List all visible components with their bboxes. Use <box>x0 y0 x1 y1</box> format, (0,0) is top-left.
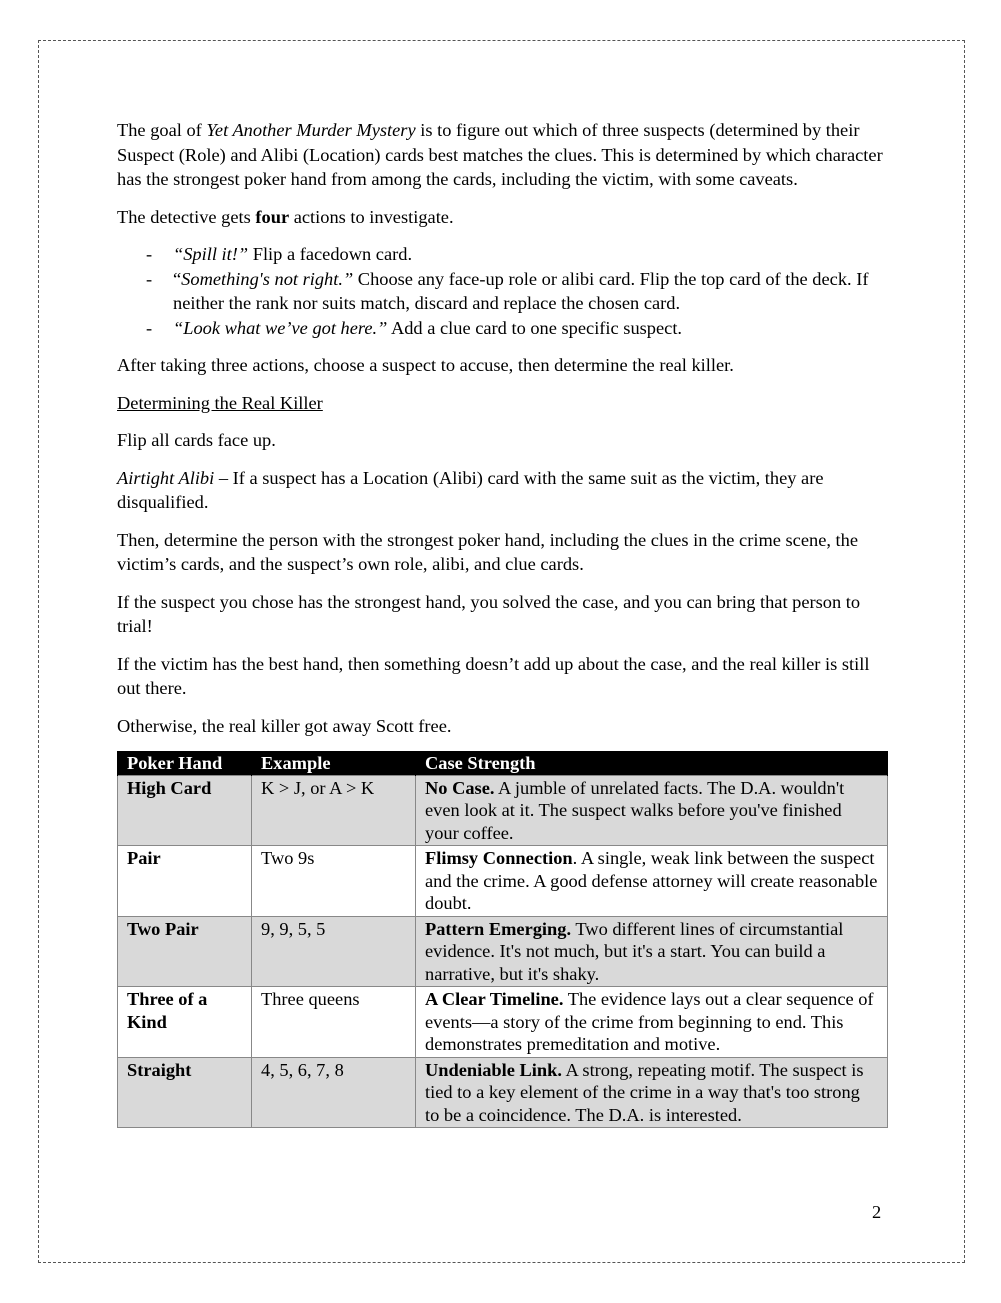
example-cell: Two 9s <box>252 846 416 917</box>
page-number: 2 <box>872 1202 882 1222</box>
strength-cell <box>416 916 888 987</box>
header-case-strength: Case Strength <box>416 751 888 775</box>
after-actions-paragraph: After taking three actions, choose a suspect to accuse, then determine the real killer. <box>117 355 734 375</box>
actions-intro-text-rest: actions to investigate. <box>289 206 454 227</box>
header-poker-hand: Poker Hand <box>118 751 252 775</box>
strength-cell <box>416 1057 888 1128</box>
actions-intro-text: The detective gets <box>117 206 256 227</box>
action-quote: Something's not right.” <box>181 268 354 289</box>
action-list <box>117 242 888 340</box>
strength-cell <box>416 846 888 917</box>
strength-title: A Clear Timeline. <box>425 989 564 1009</box>
victim-paragraph: If the victim has the best hand, then something doesn’t add up about the case, and the real killer is still out there. <box>117 653 870 698</box>
airtight-term: Airtight Alibi <box>117 467 215 488</box>
strength-text: A jumble of unrelated facts. The D.A. wouldn't even look at it. The suspect walks before you've finished your coffee. <box>425 777 845 843</box>
airtight-paragraph <box>117 466 888 515</box>
hand-cell: Three of a Kind <box>118 987 252 1058</box>
table-row <box>118 775 888 846</box>
action-text: Flip a facedown card. <box>248 244 413 264</box>
airtight-text: – If a suspect has a Location (Alibi) card with the same suit as the victim, they are disqualified. <box>117 467 824 512</box>
action-text: Add a clue card to one specific suspect. <box>387 317 683 338</box>
header-example: Example <box>252 751 416 775</box>
example-cell: Three queens <box>252 987 416 1058</box>
intro-text: The goal of <box>117 120 207 140</box>
actions-intro <box>117 205 888 230</box>
section-heading: Determining the Real Killer <box>117 392 323 413</box>
strength-title: No Case. <box>425 777 495 798</box>
quote-open: “ <box>173 268 182 289</box>
list-item <box>117 242 888 267</box>
strength-text: The evidence lays out a clear sequence of events—a story of the crime from beginning to end. This demonstrates premeditation and motive. <box>425 989 874 1054</box>
solved-paragraph: If the suspect you chose has the strongest hand, you solved the case, and you can bring that person to trial! <box>117 591 861 636</box>
table-row <box>118 916 888 987</box>
otherwise-paragraph: Otherwise, the real killer got away Scott free. <box>117 715 452 736</box>
game-title: Yet Another Murder Mystery <box>206 120 416 140</box>
example-cell: 9, 9, 5, 5 <box>252 916 416 987</box>
intro-paragraph <box>117 118 888 192</box>
action-text: Choose any face-up role or alibi card. Flip the top card of the deck. If neither the rank nor suits match, discard and replace the chosen card. <box>173 268 869 313</box>
table-row <box>118 1057 888 1128</box>
hand-cell: Pair <box>118 846 252 917</box>
strength-title: Flimsy Connection <box>425 848 573 868</box>
strength-text: Two different lines of circumstantial evidence. It's not much, but it's a start. You can build a narrative, but it's shaky. <box>425 918 844 984</box>
strongest-hand-paragraph: Then, determine the person with the strongest poker hand, including the clues in the crime scene, the victim’s cards, and the suspect’s own role, alibi, and clue cards. <box>117 529 859 574</box>
list-dash: - <box>146 317 153 338</box>
flip-all-paragraph: Flip all cards face up. <box>117 430 276 450</box>
list-item <box>117 267 888 316</box>
list-dash: - <box>146 244 153 264</box>
hand-cell: Straight <box>118 1057 252 1128</box>
strength-cell <box>416 987 888 1058</box>
action-quote: “Look what we’ve got here.” <box>173 317 388 338</box>
table-row <box>118 846 888 917</box>
table-row <box>118 987 888 1058</box>
example-cell: 4, 5, 6, 7, 8 <box>252 1057 416 1128</box>
example-cell: K > J, or A > K <box>252 775 416 846</box>
strength-cell <box>416 775 888 846</box>
list-item <box>117 316 888 341</box>
strength-text: . A single, weak link between the suspect and the crime. A good defense attorney will create reasonable doubt. <box>425 848 878 913</box>
strength-text: A strong, repeating motif. The suspect is tied to a key element of the crime in a way that's too strong to be a coincidence. The D.A. is interested. <box>425 1059 864 1125</box>
intro-text-rest: is to figure out which of three suspects (determined by their Suspect (Role) and Alibi (Location) cards best matches the clues. This is determined by which character has the strongest poker hand from among the cards, including the victim, with some caveats. <box>117 120 883 189</box>
actions-count: four <box>255 206 290 227</box>
action-quote: “Spill it!” <box>173 244 249 264</box>
strength-title: Undeniable Link. <box>425 1059 562 1080</box>
table-header-row <box>118 751 888 775</box>
strength-title: Pattern Emerging. <box>425 918 572 939</box>
poker-hand-table <box>117 751 888 1128</box>
hand-cell: High Card <box>118 775 252 846</box>
list-dash: - <box>146 268 153 289</box>
document-body <box>117 118 888 1128</box>
hand-cell: Two Pair <box>118 916 252 987</box>
